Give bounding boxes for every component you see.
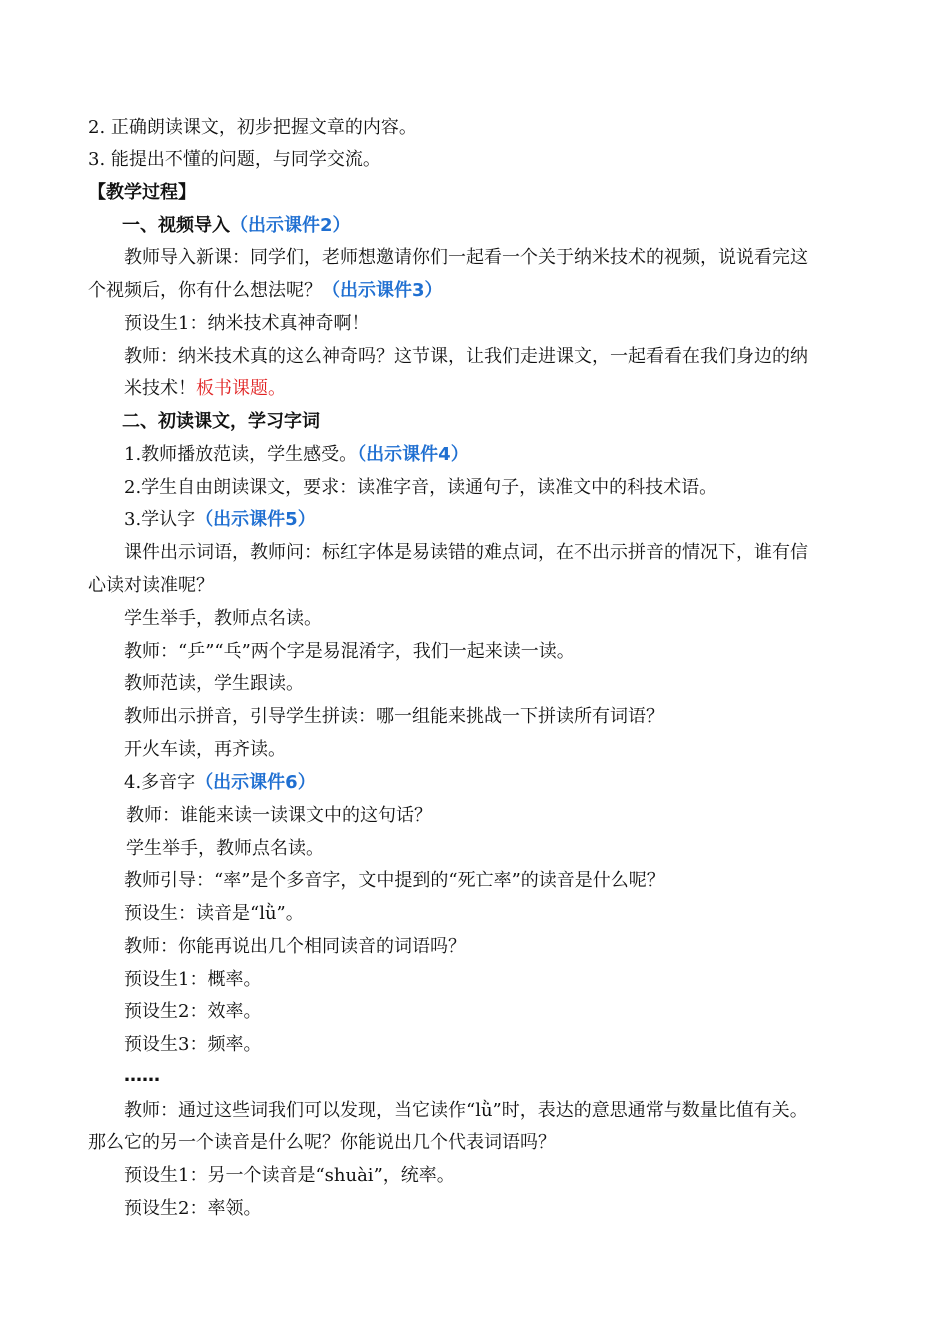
- q5: 教师：你能再说出几个相同读音的词语吗？: [124, 936, 466, 957]
- r2: 预设生1：另一个读音是“shuài”，统率。: [124, 1165, 455, 1186]
- section1-heading: [122, 214, 351, 238]
- process-heading: 【教学过程】: [88, 182, 196, 203]
- q3: 教师引导：“率”是个多音字，文中提到的“死亡率”的读音是什么呢？: [124, 870, 665, 891]
- section1-teacher-2: [124, 377, 286, 401]
- q6: 预设生1：概率。: [124, 969, 262, 990]
- r3: 预设生2：率领。: [124, 1198, 262, 1219]
- r1-line1: 教师：通过这些词我们可以发现，当它读作“lǜ”时，表达的意思通常与数量比值有关。: [124, 1100, 808, 1121]
- section1-title: 一、视频导入: [122, 215, 230, 236]
- section1-teacher-1: 教师：纳米技术真的这么神奇吗？这节课，让我们走进课文，一起看看在我们身边的纳: [124, 346, 808, 367]
- section1-intro-2: [88, 279, 443, 303]
- para5: 教师出示拼音，引导学生拼读：哪一组能来挑战一下拼读所有词语？: [124, 706, 664, 727]
- q2: 学生举手，教师点名读。: [126, 838, 324, 859]
- item3-tag: （出示课件5）: [195, 509, 316, 530]
- r1-line2: 那么它的另一个读音是什么呢？你能说出几个代表词语吗？: [88, 1132, 556, 1153]
- section1-intro-1: 教师导入新课：同学们，老师想邀请你们一起看一个关于纳米技术的视频，说说看完这: [124, 247, 808, 268]
- section2-item2: 2.学生自由朗读课文，要求：读准字音，读通句子，读准文中的科技术语。: [124, 477, 718, 498]
- section1-intro-tag: （出示课件3）: [322, 280, 443, 301]
- section1-tag: （出示课件2）: [230, 215, 351, 236]
- section2-item1: [124, 443, 469, 467]
- q7: 预设生2：效率。: [124, 1001, 262, 1022]
- section1-teacher-text: 米技术！: [124, 378, 196, 399]
- para6: 开火车读，再齐读。: [124, 739, 286, 760]
- q4: 预设生：读音是“lǜ”。: [124, 903, 304, 924]
- objective-2: 2. 正确朗读课文，初步把握文章的内容。: [88, 117, 417, 138]
- para2: 学生举手，教师点名读。: [124, 608, 322, 629]
- para4: 教师范读，学生跟读。: [124, 673, 304, 694]
- item4-tag: （出示课件6）: [195, 772, 316, 793]
- objective-3: 3. 能提出不懂的问题，与同学交流。: [88, 149, 381, 170]
- para1-line2: 心读对读准呢？: [88, 575, 214, 596]
- q1: 教师：谁能来读一读课文中的这句话？: [126, 805, 432, 826]
- item1-tag: （出示课件4）: [357, 444, 469, 465]
- section2-title: 二、初读课文，学习字词: [122, 411, 320, 432]
- para3: 教师：“乒”“乓”两个字是易混淆字，我们一起来读一读。: [124, 641, 575, 662]
- section1-answer: 预设生1：纳米技术真神奇啊！: [124, 313, 370, 334]
- item4-text: 4.多音字: [124, 772, 196, 793]
- ellipsis: ……: [124, 1065, 160, 1086]
- section2-item3: [124, 508, 316, 532]
- q8: 预设生3：频率。: [124, 1034, 262, 1055]
- item3-text: 3.学认字: [124, 509, 196, 530]
- section1-intro-text: 个视频后，你有什么想法呢？: [88, 280, 322, 301]
- section2-item4: [124, 771, 316, 795]
- para1-line1: 课件出示词语，教师问：标红字体是易读错的难点词，在不出示拼音的情况下，谁有信: [124, 542, 808, 563]
- item1-text: 1.教师播放范读，学生感受。: [124, 444, 358, 465]
- board-note: 板书课题。: [196, 378, 286, 399]
